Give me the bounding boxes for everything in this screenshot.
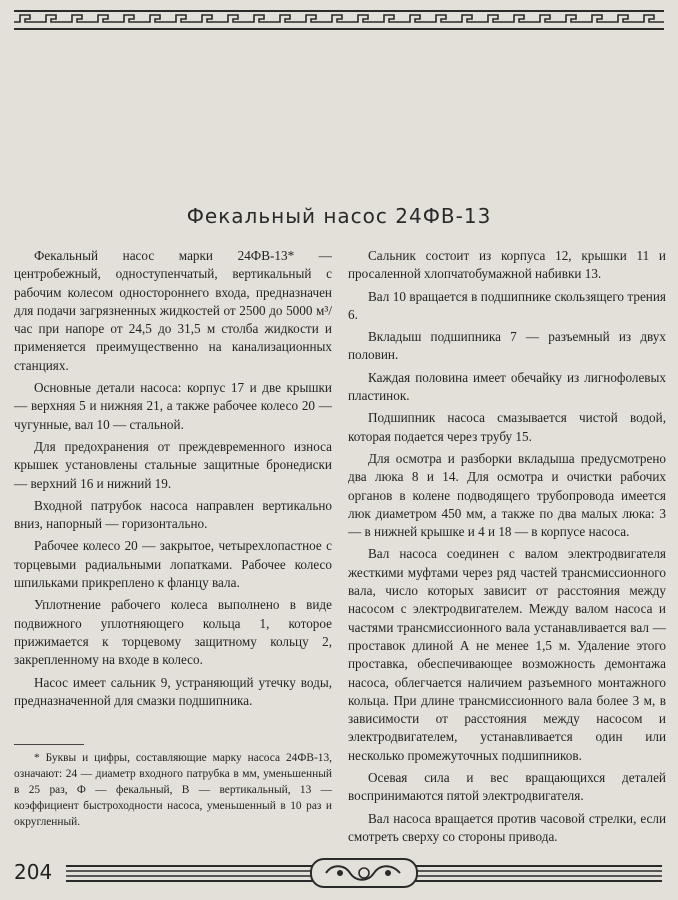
paragraph: Вал насоса вращается против часовой стрелки, если смотреть сверху со стороны привода. [348,810,666,844]
paragraph: Основные детали насоса: корпус 17 и две крышки — верхняя 5 и нижняя 21, а также рабочее колесо 20 — чугунные, вал 10 — стальной. [14,380,332,432]
paragraph: Входной патрубок насоса направлен вертикально вниз, напорный — горизонтально. [14,497,332,532]
paragraph: Вал 10 вращается в подшипнике скользящего трения 6. [348,288,666,322]
footnote-divider [14,744,84,745]
paragraph: Для предохранения от преждевременного износа крышек установлены стальные защитные бронедиски — верхний 16 и нижний 19. [14,438,332,491]
footnote: * Буквы и цифры, составляющие марку насоса 24ФВ-13, означают: 24 — диаметр входного патрубка в мм, уменьшенный в 25 раз, Ф — фекальный, В — вертикальный, 13 — коэффициент быстроходности насоса, уменьшенный в 10 раз и округленный. [14,752,332,828]
paragraph: Осевая сила и вес вращающихся деталей воспринимаются пятой электродвигателя. [348,770,666,804]
paragraph: Фекальный насос марки 24ФВ-13* — центробежный, одноступенчатый, вертикальный с рабочим колесом одностороннего входа, предназначен для подачи загрязненных жидкостей от 2500 до 5000 м³/час при напоре от 24,5 до 31,5 м столба жидкости и применяется преимущественно на канализационных станциях. [14,248,332,373]
paragraph: Каждая половина имеет обечайку из лигнофолевых пластинок. [348,369,666,404]
paragraph: Насос имеет сальник 9, устраняющий утечку воды, предназначенной для смазки подшипника. [14,674,332,708]
footer-emblem-icon [310,858,418,888]
paragraph: Уплотнение рабочего колеса выполнено в виде подвижного уплотняющего кольца 1, которое прижимается к торцевому защитному кольцу 2, закрепленному на входе в колесо. [14,597,332,668]
paragraph: Сальник состоит из корпуса 12, крышки 11 и просаленной хлопчатобумажной набивки 13. [348,248,666,282]
header-ornament-band [14,10,664,30]
paragraph: Рабочее колесо 20 — закрытое, четырехлопастное с торцевыми радиальными лопатками. Рабочее колесо шпильками прикреплено к фланцу вала. [14,538,332,591]
right-column [348,247,666,850]
article-title: Фекальный насос 24ФВ-13 [186,204,492,228]
page-number: 204 [14,860,53,884]
left-column [14,247,332,714]
paragraph: Вал насоса соединен с валом электродвигателя жесткими муфтами через ряд частей трансмиссионного вала, число которых зависит от расстояния между насосом с электродвигателем. Между валом насоса и частями трансмиссионного вала устанавливается вал — проставок длиной А не менее 1,5 м. Удаление этого проставка, обеспечивающее возможность демонтажа насоса, облегчается наличием разъемного монтажного кольца. При длине трансмиссионного вала более 3 м, в зависимости от расстояния между насосом и электродвигателем, устанавливается один или несколько промежуточных подшипников. [348,546,666,763]
paragraph: Вкладыш подшипника 7 — разъемный из двух половин. [348,329,666,363]
paragraph: Для осмотра и разборки вкладыша предусмотрено два люка 8 и 14. Для осмотра и очистки рабочих органов в колене подводящего трубопровода имеется люк диаметром 450 мм, а также по два малых люка: 3 — в нижней крышке и 4 и 18 — в корпусе насоса. [348,450,666,540]
footer-ornament-band [66,862,662,886]
paragraph: Подшипник насоса смазывается чистой водой, которая подается через трубу 15. [348,410,666,444]
